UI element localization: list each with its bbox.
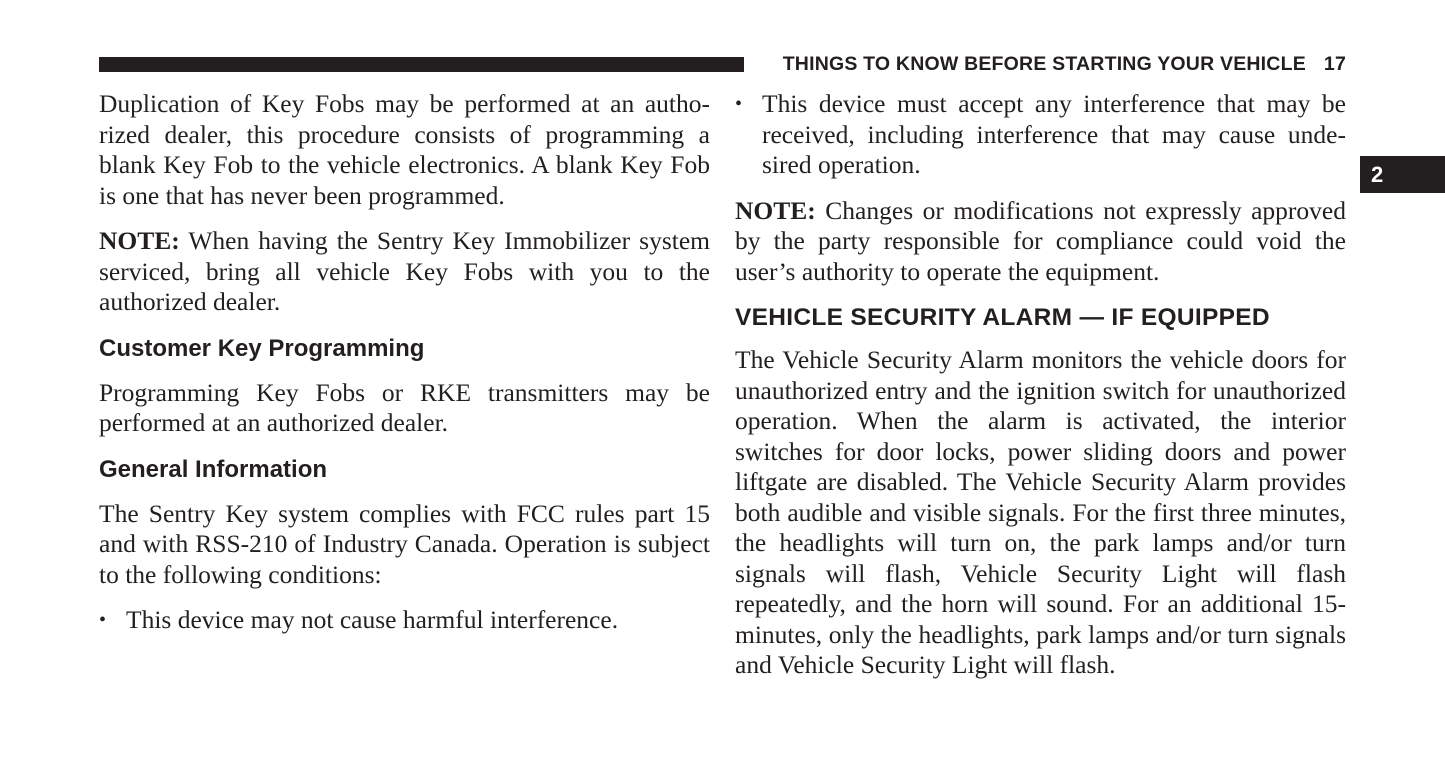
list-item — [735, 89, 1346, 181]
bullet-text: This device must accept any interference that may be received, including interference that may cause undesired operation. — [762, 89, 1346, 179]
note-paragraph — [735, 196, 1346, 288]
heading-customer-key-programming: Customer Key Programming — [99, 334, 425, 362]
note-label: NOTE: — [735, 195, 816, 225]
section-tab: 2 — [1360, 156, 1445, 193]
running-header — [783, 53, 1346, 76]
note-paragraph — [99, 226, 710, 318]
bullet-glyph: • — [735, 93, 743, 115]
heading-vehicle-security-alarm: VEHICLE SECURITY ALARM — IF EQUIPPED — [735, 304, 1270, 331]
bullet-glyph: • — [99, 609, 107, 631]
running-title: THINGS TO KNOW BEFORE STARTING YOUR VEHICLE — [782, 53, 1306, 75]
note-text: Changes or modifications not expressly approved by the party responsible for compliance could void the user’s authority to operate the equipment. — [735, 195, 1346, 286]
heading-general-information: General Information — [99, 455, 328, 483]
bullet-text: This device may not cause harmful interference. — [126, 605, 619, 634]
page-number: 17 — [1323, 53, 1346, 75]
right-column — [735, 89, 1346, 696]
intro-paragraph: Duplication of Key Fobs may be performed at an authorized dealer, this procedure consists of programming a blank Key Fob to the vehicle electronics. A blank Key Fob is one that has never been programmed. — [99, 89, 710, 210]
note-label: NOTE: — [99, 226, 180, 255]
general-paragraph: The Sentry Key system complies with FCC rules part 15 and with RSS-210 of Industry Canada. Operation is subject to the following conditions: — [99, 498, 710, 589]
left-column — [99, 89, 710, 651]
header-rule — [99, 57, 744, 72]
customer-paragraph: Programming Key Fobs or RKE transmitters may be performed at an authorized dealer. — [99, 377, 710, 437]
list-item — [99, 605, 710, 636]
alarm-paragraph: The Vehicle Security Alarm monitors the vehicle doors for unauthorized entry and the ignition switch for unauthorized operation. When the alarm is activated, the interior switches for door locks, power sliding doors and power liftgate are disabled. The Vehicle Security Alarm provides both audible and visible signals. For the first three minutes, the headlights will turn on, the park lamps and/or turn signals will flash, Vehicle Security Light will flash repeatedly, and the horn will sound. For an additional 15-minutes, only the headlights, park lamps and/or turn signals and Vehicle Security Light will flash. — [735, 345, 1346, 679]
note-text: When having the Sentry Key Immobilizer system serviced, bring all vehicle Key Fobs with you to the authorized dealer. — [99, 226, 710, 316]
